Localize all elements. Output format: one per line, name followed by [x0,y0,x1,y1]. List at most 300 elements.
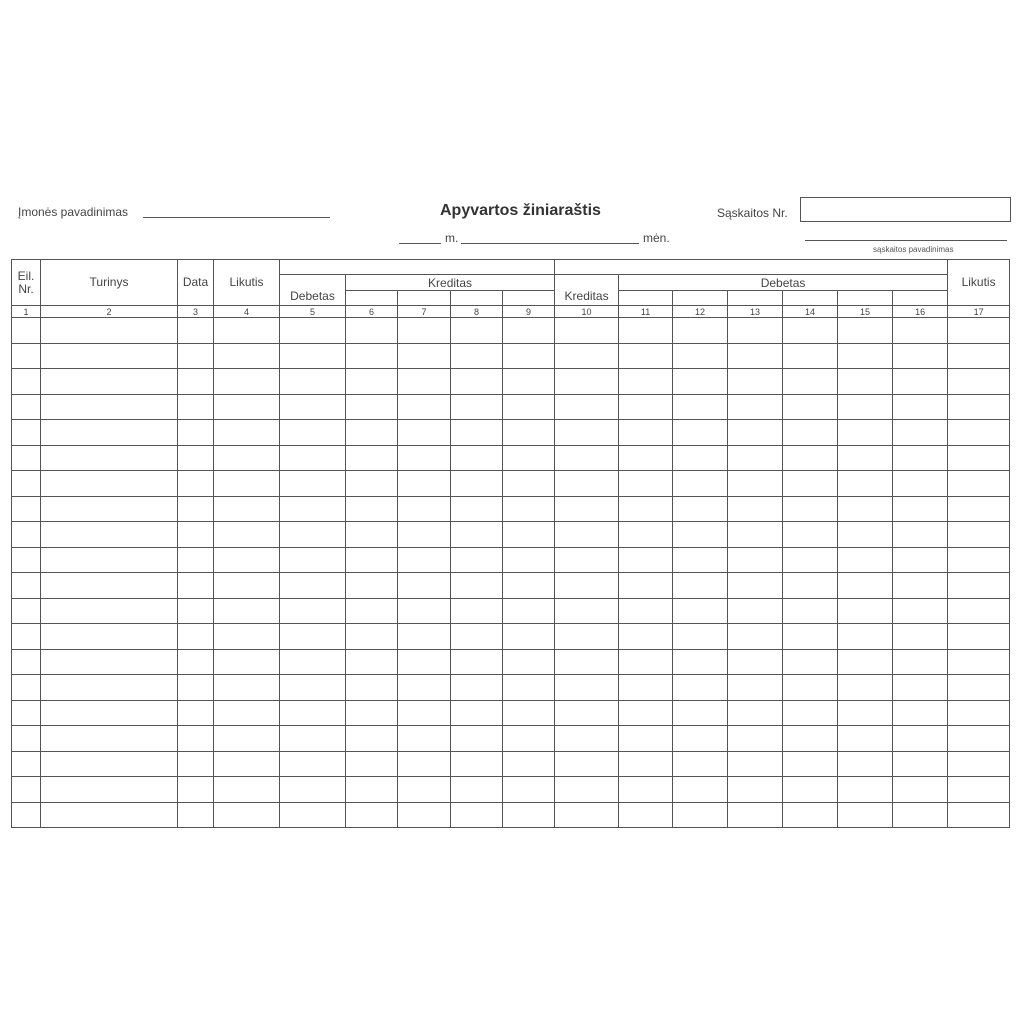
table-cell[interactable] [178,777,214,803]
table-cell[interactable] [280,471,346,497]
table-cell[interactable] [280,547,346,573]
table-cell[interactable] [280,777,346,803]
table-cell[interactable] [783,624,838,650]
table-cell[interactable] [555,471,619,497]
table-cell[interactable] [838,777,893,803]
table-cell[interactable] [398,649,451,675]
table-cell[interactable] [838,318,893,344]
table-cell[interactable] [948,420,1010,446]
table-cell[interactable] [673,802,728,828]
table-cell[interactable] [728,573,783,599]
table-cell[interactable] [838,496,893,522]
table-cell[interactable] [503,394,555,420]
table-cell[interactable] [783,343,838,369]
table-cell[interactable] [178,471,214,497]
table-cell[interactable] [619,573,673,599]
table-cell[interactable] [451,751,503,777]
table-cell[interactable] [619,420,673,446]
table-cell[interactable] [555,802,619,828]
table-cell[interactable] [214,471,280,497]
table-cell[interactable] [503,343,555,369]
table-cell[interactable] [398,624,451,650]
table-cell[interactable] [893,802,948,828]
table-cell[interactable] [451,624,503,650]
table-cell[interactable] [948,751,1010,777]
table-cell[interactable] [346,751,398,777]
table-cell[interactable] [893,394,948,420]
table-cell[interactable] [280,649,346,675]
table-cell[interactable] [948,573,1010,599]
table-cell[interactable] [893,318,948,344]
table-cell[interactable] [619,394,673,420]
table-cell[interactable] [673,343,728,369]
table-cell[interactable] [214,496,280,522]
table-cell[interactable] [783,573,838,599]
table-cell[interactable] [346,726,398,752]
table-cell[interactable] [178,573,214,599]
table-cell[interactable] [503,522,555,548]
table-cell[interactable] [728,649,783,675]
table-cell[interactable] [948,547,1010,573]
table-cell[interactable] [41,802,178,828]
table-cell[interactable] [398,318,451,344]
table-cell[interactable] [451,420,503,446]
table-cell[interactable] [555,318,619,344]
table-cell[interactable] [41,726,178,752]
table-cell[interactable] [12,700,41,726]
table-cell[interactable] [783,420,838,446]
table-cell[interactable] [503,573,555,599]
table-cell[interactable] [838,369,893,395]
table-cell[interactable] [728,547,783,573]
table-cell[interactable] [948,624,1010,650]
table-cell[interactable] [398,751,451,777]
table-cell[interactable] [41,751,178,777]
table-cell[interactable] [893,471,948,497]
table-cell[interactable] [12,649,41,675]
table-cell[interactable] [783,369,838,395]
table-cell[interactable] [783,471,838,497]
table-cell[interactable] [673,522,728,548]
table-cell[interactable] [555,496,619,522]
table-cell[interactable] [728,369,783,395]
table-cell[interactable] [280,751,346,777]
table-cell[interactable] [503,700,555,726]
table-cell[interactable] [555,394,619,420]
table-cell[interactable] [451,471,503,497]
table-cell[interactable] [893,700,948,726]
table-cell[interactable] [783,394,838,420]
table-cell[interactable] [673,420,728,446]
table-cell[interactable] [280,522,346,548]
table-cell[interactable] [783,649,838,675]
table-cell[interactable] [398,598,451,624]
table-cell[interactable] [555,700,619,726]
table-cell[interactable] [12,598,41,624]
account-name-field[interactable] [805,240,1007,241]
table-cell[interactable] [398,471,451,497]
table-cell[interactable] [619,522,673,548]
table-cell[interactable] [214,369,280,395]
table-cell[interactable] [398,496,451,522]
table-cell[interactable] [838,598,893,624]
table-cell[interactable] [503,649,555,675]
table-cell[interactable] [398,394,451,420]
table-cell[interactable] [12,547,41,573]
table-cell[interactable] [619,318,673,344]
table-cell[interactable] [783,445,838,471]
table-cell[interactable] [178,802,214,828]
table-cell[interactable] [783,318,838,344]
table-cell[interactable] [619,547,673,573]
table-cell[interactable] [783,598,838,624]
table-cell[interactable] [451,369,503,395]
table-cell[interactable] [838,573,893,599]
table-cell[interactable] [178,726,214,752]
table-cell[interactable] [728,777,783,803]
table-cell[interactable] [893,675,948,701]
table-cell[interactable] [948,802,1010,828]
table-cell[interactable] [555,547,619,573]
table-cell[interactable] [214,624,280,650]
table-cell[interactable] [451,496,503,522]
table-cell[interactable] [178,394,214,420]
table-cell[interactable] [12,445,41,471]
table-cell[interactable] [398,675,451,701]
table-cell[interactable] [12,777,41,803]
table-cell[interactable] [728,700,783,726]
table-cell[interactable] [948,369,1010,395]
table-cell[interactable] [728,420,783,446]
table-cell[interactable] [728,318,783,344]
table-cell[interactable] [346,573,398,599]
table-cell[interactable] [280,394,346,420]
table-cell[interactable] [503,420,555,446]
table-cell[interactable] [728,802,783,828]
table-cell[interactable] [214,445,280,471]
table-cell[interactable] [12,394,41,420]
company-name-field[interactable] [143,217,330,218]
table-cell[interactable] [555,675,619,701]
table-cell[interactable] [555,522,619,548]
table-cell[interactable] [12,471,41,497]
table-cell[interactable] [451,598,503,624]
table-cell[interactable] [41,394,178,420]
table-cell[interactable] [503,777,555,803]
table-cell[interactable] [451,522,503,548]
table-cell[interactable] [346,394,398,420]
table-cell[interactable] [619,802,673,828]
table-cell[interactable] [12,573,41,599]
table-cell[interactable] [673,573,728,599]
table-cell[interactable] [451,649,503,675]
table-cell[interactable] [451,445,503,471]
table-cell[interactable] [838,751,893,777]
table-cell[interactable] [451,777,503,803]
table-cell[interactable] [214,751,280,777]
table-cell[interactable] [451,318,503,344]
table-cell[interactable] [41,777,178,803]
table-cell[interactable] [948,318,1010,344]
table-cell[interactable] [41,496,178,522]
table-cell[interactable] [893,726,948,752]
table-cell[interactable] [503,802,555,828]
table-cell[interactable] [948,471,1010,497]
table-cell[interactable] [838,649,893,675]
table-cell[interactable] [619,700,673,726]
table-cell[interactable] [280,369,346,395]
table-cell[interactable] [619,751,673,777]
table-cell[interactable] [619,726,673,752]
table-cell[interactable] [555,751,619,777]
table-cell[interactable] [893,445,948,471]
table-cell[interactable] [41,649,178,675]
year-field[interactable] [399,243,441,244]
table-cell[interactable] [346,369,398,395]
table-cell[interactable] [280,726,346,752]
table-cell[interactable] [178,649,214,675]
table-cell[interactable] [838,726,893,752]
table-cell[interactable] [893,573,948,599]
table-cell[interactable] [214,522,280,548]
table-cell[interactable] [673,675,728,701]
table-cell[interactable] [41,624,178,650]
table-cell[interactable] [673,598,728,624]
table-cell[interactable] [280,445,346,471]
table-cell[interactable] [673,369,728,395]
table-cell[interactable] [948,445,1010,471]
table-cell[interactable] [503,726,555,752]
table-cell[interactable] [41,369,178,395]
table-cell[interactable] [451,802,503,828]
table-cell[interactable] [673,318,728,344]
table-cell[interactable] [214,726,280,752]
table-cell[interactable] [783,751,838,777]
table-cell[interactable] [346,496,398,522]
table-cell[interactable] [503,751,555,777]
table-cell[interactable] [948,700,1010,726]
table-cell[interactable] [178,318,214,344]
table-cell[interactable] [398,777,451,803]
table-cell[interactable] [728,726,783,752]
table-cell[interactable] [783,675,838,701]
table-cell[interactable] [673,649,728,675]
table-cell[interactable] [555,420,619,446]
account-number-box[interactable] [800,197,1011,222]
table-cell[interactable] [214,649,280,675]
table-cell[interactable] [893,598,948,624]
table-cell[interactable] [398,573,451,599]
table-cell[interactable] [503,547,555,573]
table-cell[interactable] [673,496,728,522]
table-cell[interactable] [619,675,673,701]
table-cell[interactable] [214,420,280,446]
table-cell[interactable] [178,598,214,624]
table-cell[interactable] [948,343,1010,369]
table-cell[interactable] [838,624,893,650]
table-cell[interactable] [783,496,838,522]
table-cell[interactable] [451,573,503,599]
table-cell[interactable] [948,777,1010,803]
table-cell[interactable] [41,573,178,599]
table-cell[interactable] [555,726,619,752]
table-cell[interactable] [555,573,619,599]
table-cell[interactable] [893,420,948,446]
table-cell[interactable] [893,624,948,650]
table-cell[interactable] [893,547,948,573]
table-cell[interactable] [503,496,555,522]
table-cell[interactable] [838,394,893,420]
table-cell[interactable] [783,700,838,726]
month-field[interactable] [461,243,639,244]
table-cell[interactable] [838,522,893,548]
table-cell[interactable] [178,624,214,650]
table-cell[interactable] [41,343,178,369]
table-cell[interactable] [346,420,398,446]
table-cell[interactable] [728,624,783,650]
table-cell[interactable] [673,445,728,471]
table-cell[interactable] [728,343,783,369]
table-cell[interactable] [893,343,948,369]
table-cell[interactable] [12,751,41,777]
table-cell[interactable] [398,445,451,471]
table-cell[interactable] [555,369,619,395]
table-cell[interactable] [214,777,280,803]
table-cell[interactable] [673,624,728,650]
table-cell[interactable] [41,420,178,446]
table-cell[interactable] [214,573,280,599]
table-cell[interactable] [838,445,893,471]
table-cell[interactable] [893,751,948,777]
table-cell[interactable] [346,343,398,369]
table-cell[interactable] [451,547,503,573]
table-cell[interactable] [838,675,893,701]
table-cell[interactable] [346,649,398,675]
table-cell[interactable] [783,802,838,828]
table-cell[interactable] [398,420,451,446]
table-cell[interactable] [178,700,214,726]
table-cell[interactable] [673,700,728,726]
table-cell[interactable] [41,445,178,471]
table-cell[interactable] [12,675,41,701]
table-cell[interactable] [12,522,41,548]
table-cell[interactable] [280,420,346,446]
table-cell[interactable] [214,700,280,726]
table-cell[interactable] [398,547,451,573]
table-cell[interactable] [41,598,178,624]
table-cell[interactable] [619,624,673,650]
table-cell[interactable] [178,547,214,573]
table-cell[interactable] [280,802,346,828]
table-cell[interactable] [451,726,503,752]
table-cell[interactable] [346,471,398,497]
table-cell[interactable] [280,573,346,599]
table-cell[interactable] [178,445,214,471]
table-cell[interactable] [673,726,728,752]
table-cell[interactable] [451,394,503,420]
table-cell[interactable] [555,624,619,650]
table-cell[interactable] [503,445,555,471]
table-cell[interactable] [555,445,619,471]
table-cell[interactable] [214,802,280,828]
table-cell[interactable] [619,369,673,395]
table-cell[interactable] [948,649,1010,675]
table-cell[interactable] [555,598,619,624]
table-cell[interactable] [619,496,673,522]
table-cell[interactable] [346,318,398,344]
table-cell[interactable] [728,675,783,701]
table-cell[interactable] [280,496,346,522]
table-cell[interactable] [214,675,280,701]
table-cell[interactable] [280,343,346,369]
table-cell[interactable] [214,318,280,344]
table-cell[interactable] [280,318,346,344]
table-cell[interactable] [178,751,214,777]
table-cell[interactable] [783,522,838,548]
table-cell[interactable] [280,700,346,726]
table-cell[interactable] [673,547,728,573]
table-cell[interactable] [838,420,893,446]
table-cell[interactable] [398,802,451,828]
table-cell[interactable] [838,471,893,497]
table-cell[interactable] [41,318,178,344]
table-cell[interactable] [673,777,728,803]
table-cell[interactable] [838,700,893,726]
table-cell[interactable] [178,369,214,395]
table-cell[interactable] [619,471,673,497]
table-cell[interactable] [893,649,948,675]
table-cell[interactable] [178,522,214,548]
table-cell[interactable] [893,522,948,548]
table-cell[interactable] [41,471,178,497]
table-cell[interactable] [948,394,1010,420]
table-cell[interactable] [728,471,783,497]
table-cell[interactable] [41,675,178,701]
table-cell[interactable] [728,394,783,420]
table-cell[interactable] [948,496,1010,522]
table-cell[interactable] [728,751,783,777]
table-cell[interactable] [451,343,503,369]
table-cell[interactable] [783,777,838,803]
table-cell[interactable] [346,522,398,548]
table-cell[interactable] [178,420,214,446]
table-cell[interactable] [346,598,398,624]
table-cell[interactable] [619,598,673,624]
table-cell[interactable] [673,471,728,497]
table-cell[interactable] [12,624,41,650]
table-cell[interactable] [451,675,503,701]
table-cell[interactable] [893,369,948,395]
table-cell[interactable] [12,343,41,369]
table-cell[interactable] [838,343,893,369]
table-cell[interactable] [12,318,41,344]
table-cell[interactable] [12,726,41,752]
table-cell[interactable] [948,522,1010,548]
table-cell[interactable] [346,700,398,726]
table-cell[interactable] [673,751,728,777]
table-cell[interactable] [346,445,398,471]
table-cell[interactable] [398,343,451,369]
table-cell[interactable] [783,547,838,573]
table-cell[interactable] [728,522,783,548]
table-cell[interactable] [893,777,948,803]
table-cell[interactable] [728,445,783,471]
table-cell[interactable] [398,369,451,395]
table-cell[interactable] [555,343,619,369]
table-cell[interactable] [728,598,783,624]
table-cell[interactable] [12,496,41,522]
table-cell[interactable] [673,394,728,420]
